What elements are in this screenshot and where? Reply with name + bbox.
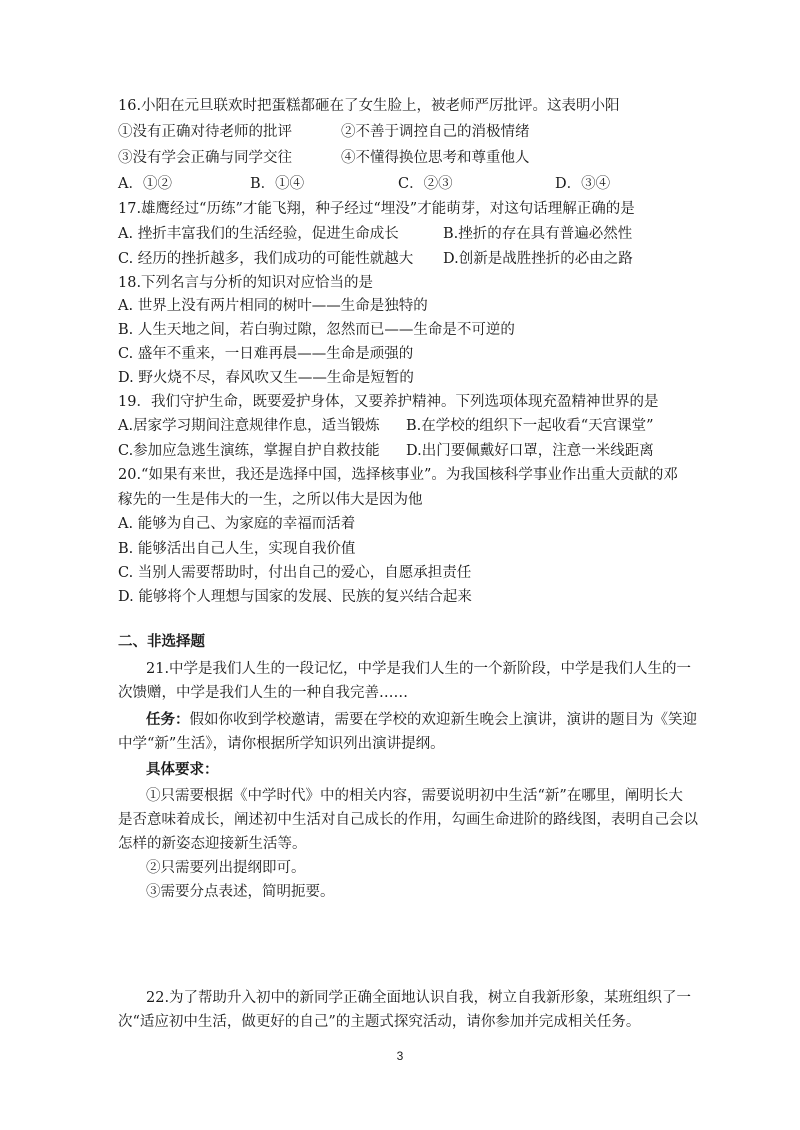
q19-option-b: B.在学校的组织下一起收看“天宫课堂” <box>406 418 654 434</box>
q22-line-1: 22.为了帮助升入初中的新同学正确全面地认识自我，树立自我新形象，某班组织了一 <box>146 990 692 1006</box>
q21-task-label: 任务： <box>146 711 190 728</box>
section-title: 二、非选择题 <box>118 633 205 650</box>
q20-stem-line-2: 稼先的一生是伟大的一生，之所以伟大是因为他 <box>118 492 423 508</box>
q21-task-line-1 <box>146 710 697 730</box>
q21-task-line-2: 中学“新”生活》，请你根据所学知识列出演讲提纲。 <box>118 736 445 752</box>
q20-stem-line-1: 20.“如果有来世，我还是选择中国，选择核事业”。为我国核科学事业作出重大贡献的邓 <box>118 467 678 483</box>
q22-line-2: 次“适应初中生活，做更好的自己”的主题式探究活动，请你参加并完成相关任务。 <box>118 1014 641 1030</box>
q19-stem: 19．我们守护生命，既要爱护身体，又要养护精神。下列选项体现充盈精神世界的是 <box>118 394 659 410</box>
page-number: 3 <box>396 1049 404 1063</box>
q17-option-d: D.创新是战胜挫折的必由之路 <box>443 251 633 267</box>
q17-option-c: C. 经历的挫折越多，我们成功的可能性就越大 <box>118 251 414 267</box>
q21-requirement-1-line-2: 是否意味着成长，阐述初中生活对自己成长的作用，勾画生命进阶的路线图，表明自己会以 <box>118 812 698 828</box>
q16-statement-1: ①没有正确对待老师的批评 <box>118 124 292 140</box>
q16-statement-4: ④不懂得换位思考和尊重他人 <box>341 150 530 166</box>
q16-statement-2: ②不善于调控自己的消极情绪 <box>341 124 530 140</box>
q18-option-a: A. 世界上没有两片相同的树叶——生命是独特的 <box>118 298 428 314</box>
q16-option-d: D．③④ <box>555 176 611 192</box>
q20-option-c: C. 当别人需要帮助时，付出自己的爱心，自愿承担责任 <box>118 565 472 581</box>
q21-requirement-1-line-3: 怎样的新姿态迎接新生活等。 <box>118 836 307 852</box>
q21-task-text: 假如你收到学校邀请，需要在学校的欢迎新生晚会上演讲，演讲的题目为《笑迎 <box>189 712 697 728</box>
q19-option-c: C.参加应急逃生演练，掌握自护自救技能 <box>118 443 380 459</box>
q17-option-a: A. 挫折丰富我们的生活经验，促进生命成长 <box>118 226 399 242</box>
q19-option-a: A.居家学习期间注意规律作息，适当锻炼 <box>118 418 380 434</box>
q21-intro-line-1: 21.中学是我们人生的一段记忆，中学是我们人生的一个新阶段，中学是我们人生的一 <box>146 661 692 677</box>
q16-option-b: B．①④ <box>250 176 305 192</box>
q21-requirement-2: ②只需要列出提纲即可。 <box>146 860 306 876</box>
q20-option-b: B. 能够活出自己人生，实现自我价值 <box>118 541 356 557</box>
q16-option-a: A．①② <box>118 176 172 192</box>
q16-option-c: C．②③ <box>398 176 453 192</box>
q16-stem: 16.小阳在元旦联欢时把蛋糕都砸在了女生脸上，被老师严厉批评。这表明小阳 <box>118 98 620 114</box>
q18-stem: 18.下列名言与分析的知识对应恰当的是 <box>118 275 374 291</box>
q16-statement-3: ③没有学会正确与同学交往 <box>118 150 292 166</box>
q19-option-d: D.出门要佩戴好口罩，注意一米线距离 <box>406 443 654 459</box>
q18-option-b: B. 人生天地之间，若白驹过隙，忽然而已——生命是不可逆的 <box>118 322 515 338</box>
q18-option-d: D. 野火烧不尽，春风吹又生——生命是短暂的 <box>118 370 414 386</box>
q21-requirements-title: 具体要求： <box>146 761 219 778</box>
q21-intro-line-2: 次馈赠，中学是我们人生的一种自我完善…… <box>118 685 408 701</box>
q21-requirement-3: ③需要分点表述，简明扼要。 <box>146 884 335 900</box>
q17-option-b: B.挫折的存在具有普遍必然性 <box>443 226 633 242</box>
q18-option-c: C. 盛年不重来，一日难再晨——生命是顽强的 <box>118 346 414 362</box>
q20-option-a: A. 能够为自己、为家庭的幸福而活着 <box>118 516 356 532</box>
q17-stem: 17.雄鹰经过“历练”才能飞翔，种子经过“埋没”才能萌芽，对这句话理解正确的是 <box>118 201 635 217</box>
q21-requirement-1-line-1: ①只需要根据《中学时代》中的相关内容，需要说明初中生活“新”在哪里，阐明长大 <box>146 788 683 804</box>
q20-option-d: D. 能够将个人理想与国家的发展、民族的复兴结合起来 <box>118 589 472 605</box>
